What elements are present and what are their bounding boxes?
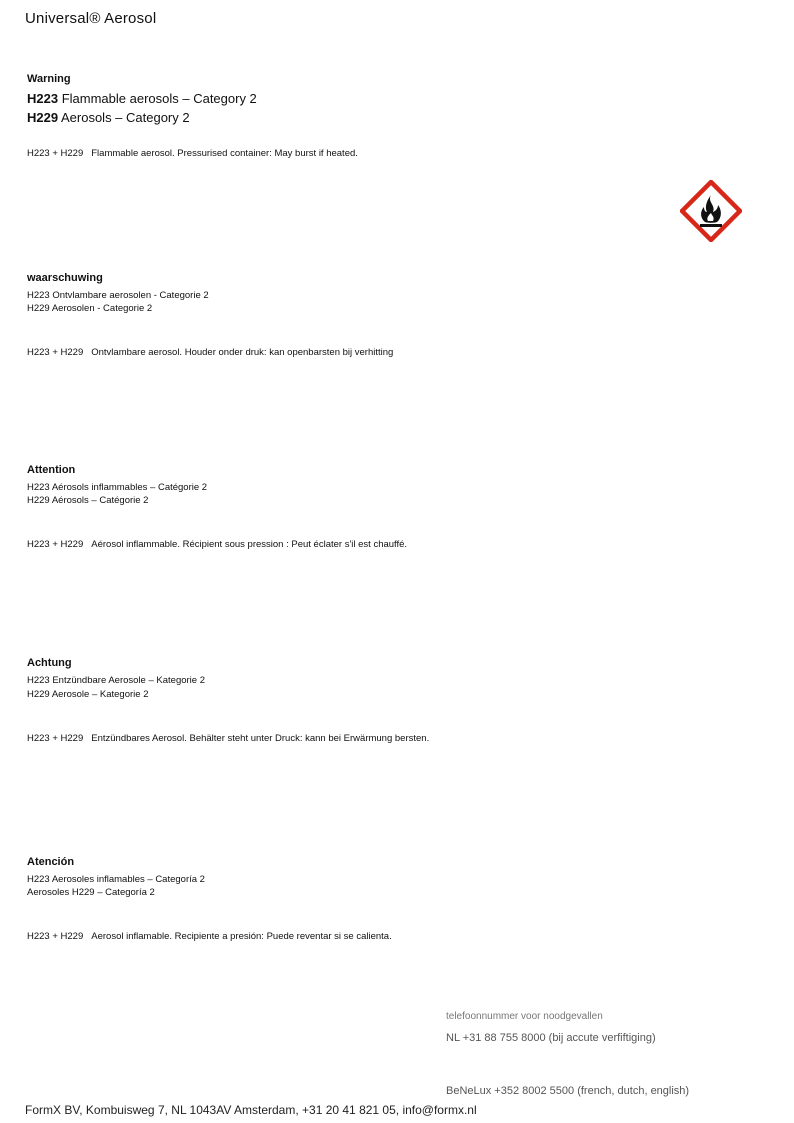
statement-text: Aerosol inflamable. Recipiente a presión: Puede reventar si se calienta. [91, 931, 392, 942]
hazard-statement-fr [27, 539, 407, 550]
statement-text: Aérosol inflammable. Récipient sous pression : Peut éclater s'il est chauffé. [91, 539, 408, 550]
signal-word-de: Achtung [27, 657, 72, 669]
emergency-phone-nl: NL +31 88 755 8000 (bij accute verfiftiging) [446, 1032, 656, 1044]
hazard-statement-nl [27, 347, 393, 358]
hazard-code: H229 [27, 110, 59, 125]
statement-code: H223 + H229 [27, 539, 84, 550]
statement-code: H223 + H229 [27, 148, 84, 159]
emergency-label: telefoonnummer voor noodgevallen [446, 1011, 603, 1022]
emergency-phone-benelux: BeNeLux +352 8002 5500 (french, dutch, english) [446, 1085, 690, 1097]
hazard-line-nl-h223: H223 Ontvlambare aerosolen - Categorie 2 [27, 290, 209, 301]
hazard-line-en-h229 [27, 110, 190, 125]
statement-code: H223 + H229 [27, 931, 84, 942]
statement-text: Entzündbares Aerosol. Behälter steht unter Druck: kann bei Erwärmung bersten. [91, 733, 430, 744]
hazard-line-en-h223 [27, 91, 257, 106]
hazard-text: Flammable aerosols – Category 2 [61, 91, 257, 106]
statement-code: H223 + H229 [27, 733, 84, 744]
signal-word-fr: Attention [27, 464, 76, 476]
hazard-statement-en [27, 148, 358, 159]
statement-text: Ontvlambare aerosol. Houder onder druk: kan openbarsten bij verhitting [91, 347, 394, 358]
signal-word-en: Warning [27, 73, 71, 85]
footer-address: FormX BV, Kombuisweg 7, NL 1043AV Amsterdam, +31 20 41 821 05, info@formx.nl [25, 1103, 477, 1117]
hazard-line-es-h223: H223 Aerosoles inflamables – Categoría 2 [27, 874, 205, 885]
hazard-line-es-h229: Aerosoles H229 – Categoría 2 [27, 887, 155, 898]
hazard-line-de-h223: H223 Entzündbare Aerosole – Kategorie 2 [27, 675, 205, 686]
flame-ghs02-icon [680, 180, 742, 242]
hazard-line-de-h229: H229 Aerosole – Kategorie 2 [27, 689, 149, 700]
statement-code: H223 + H229 [27, 347, 84, 358]
hazard-statement-de [27, 733, 429, 744]
signal-word-es: Atención [27, 856, 75, 868]
hazard-line-nl-h229: H229 Aerosolen - Categorie 2 [27, 303, 153, 314]
signal-word-nl: waarschuwing [27, 272, 103, 284]
hazard-line-fr-h229: H229 Aérosols – Catégorie 2 [27, 495, 149, 506]
statement-text: Flammable aerosol. Pressurised container: May burst if heated. [91, 148, 358, 159]
hazard-statement-es [27, 931, 392, 942]
hazard-line-fr-h223: H223 Aérosols inflammables – Catégorie 2 [27, 482, 208, 493]
hazard-text: Aerosols – Category 2 [60, 110, 190, 125]
hazard-code: H223 [27, 91, 59, 106]
document-title: Universal® Aerosol [25, 10, 157, 27]
